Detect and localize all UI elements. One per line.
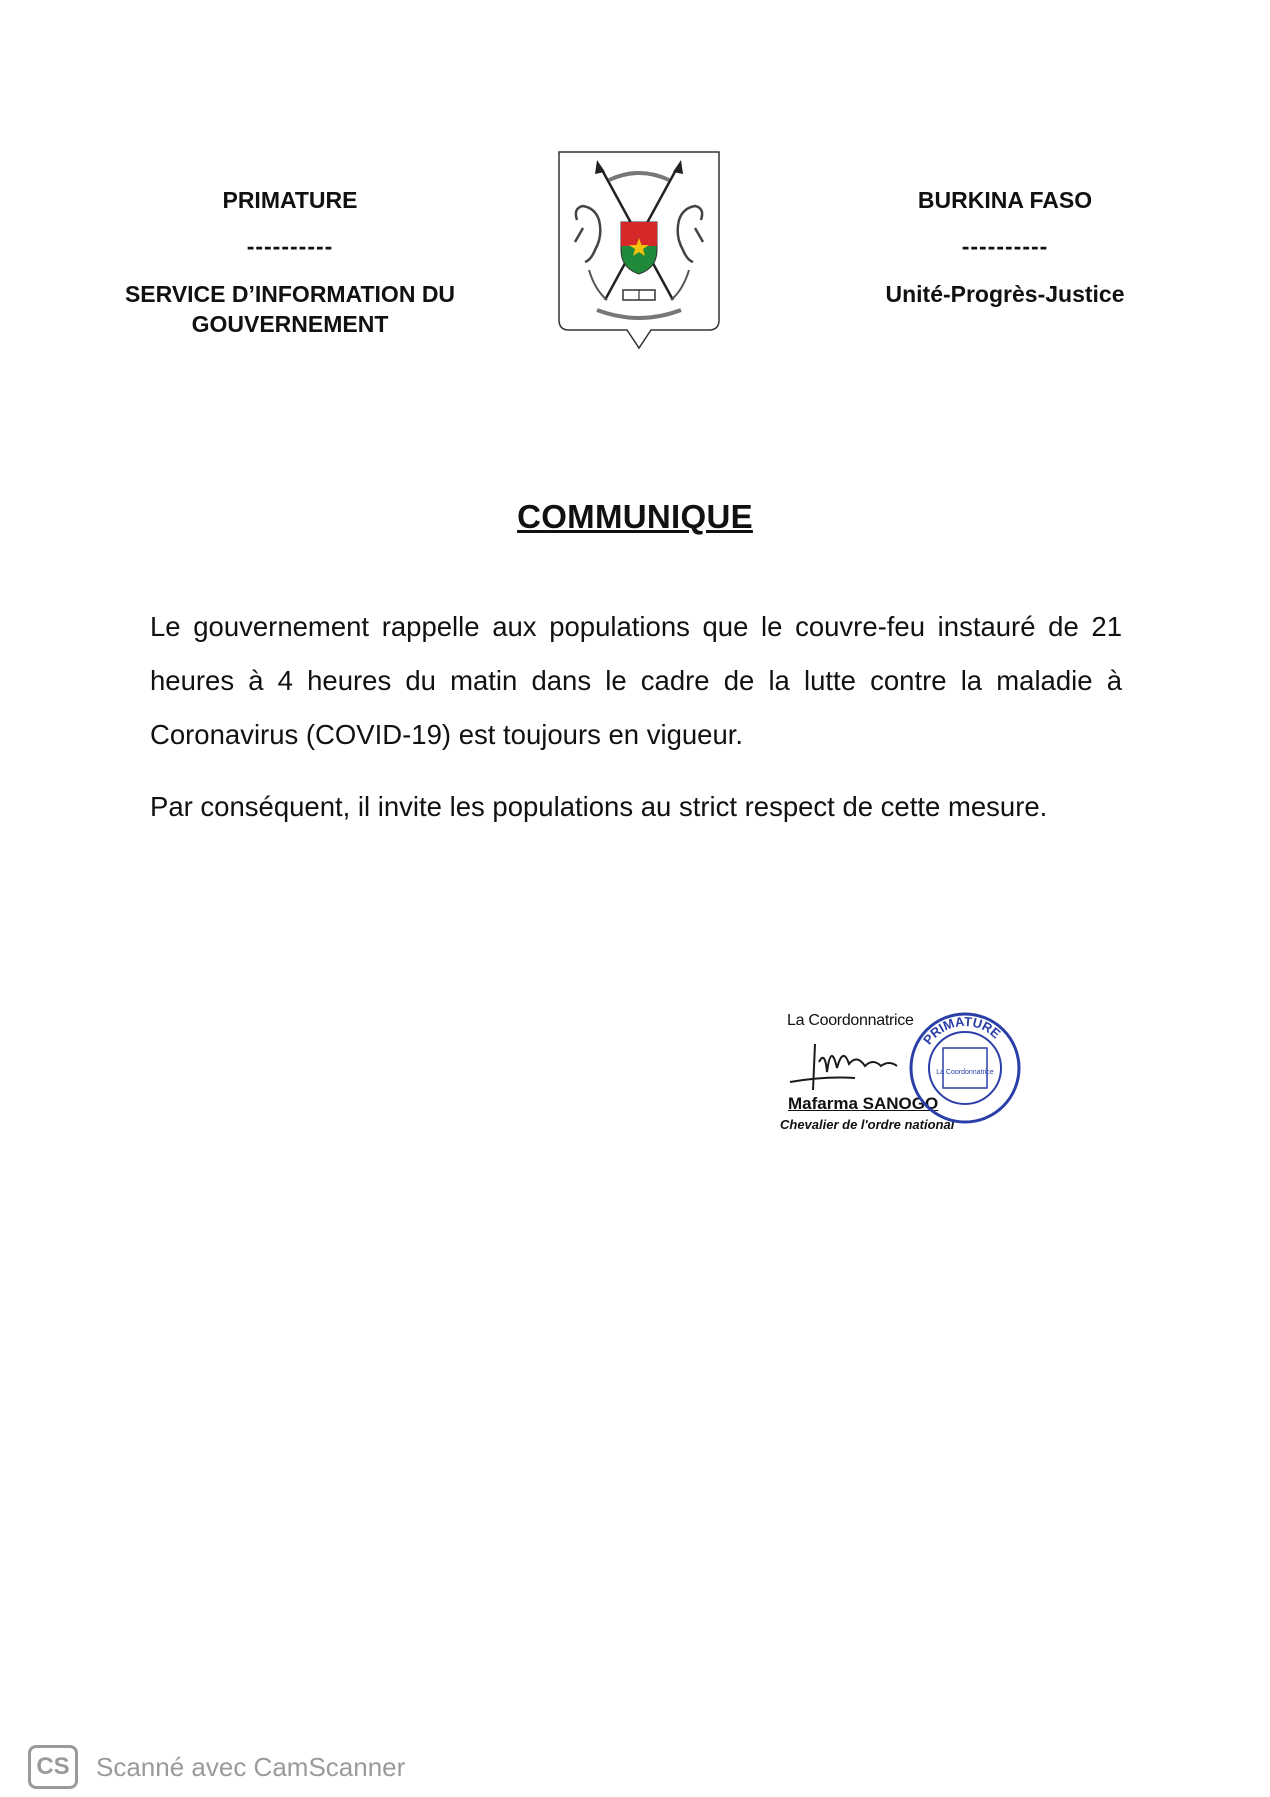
header-right-motto: Unité-Progrès-Justice [885, 281, 1125, 307]
signatory-name: Mafarma SANOGO [788, 1094, 939, 1113]
header-left-line2: SERVICE D’INFORMATION DU [124, 281, 456, 307]
svg-text:La Coordonnatrice: La Coordonnatrice [936, 1069, 994, 1076]
official-stamp-icon [905, 1008, 1025, 1128]
header-left-line1: PRIMATURE [222, 187, 358, 213]
body-paragraph-1: Le gouvernement rappelle aux populations que le couvre-feu instauré de 21 heures à 4 heures du matin dans le cadre de la lutte contre la maladie à Coronavirus (COVID-19) est toujours en vigueur. [150, 611, 1122, 750]
scanner-watermark-text: Scanné avec CamScanner [96, 1751, 406, 1782]
header-right-line1: BURKINA FASO [917, 187, 1093, 213]
signatory-distinction: Chevalier de l'ordre national [780, 1117, 955, 1132]
camscanner-logo-icon: CS [28, 1745, 78, 1789]
header-left-line3: GOUVERNEMENT [191, 311, 389, 337]
document-body [150, 600, 1122, 834]
svg-text:PRIMATURE: PRIMATURE [919, 1013, 1004, 1048]
header-left [100, 185, 480, 339]
header-left-separator: ---------- [246, 233, 334, 259]
coat-of-arms-icon [555, 150, 723, 350]
signature-block [770, 1000, 1030, 1140]
scanner-footer [28, 1742, 405, 1792]
document-title: COMMUNIQUE [517, 498, 753, 535]
header-right [840, 185, 1170, 309]
signatory-title: La Coordonnatrice [787, 1012, 914, 1029]
header-right-separator: ---------- [961, 233, 1049, 259]
body-paragraph-2: Par conséquent, il invite les populations au strict respect de cette mesure. [150, 791, 1048, 822]
